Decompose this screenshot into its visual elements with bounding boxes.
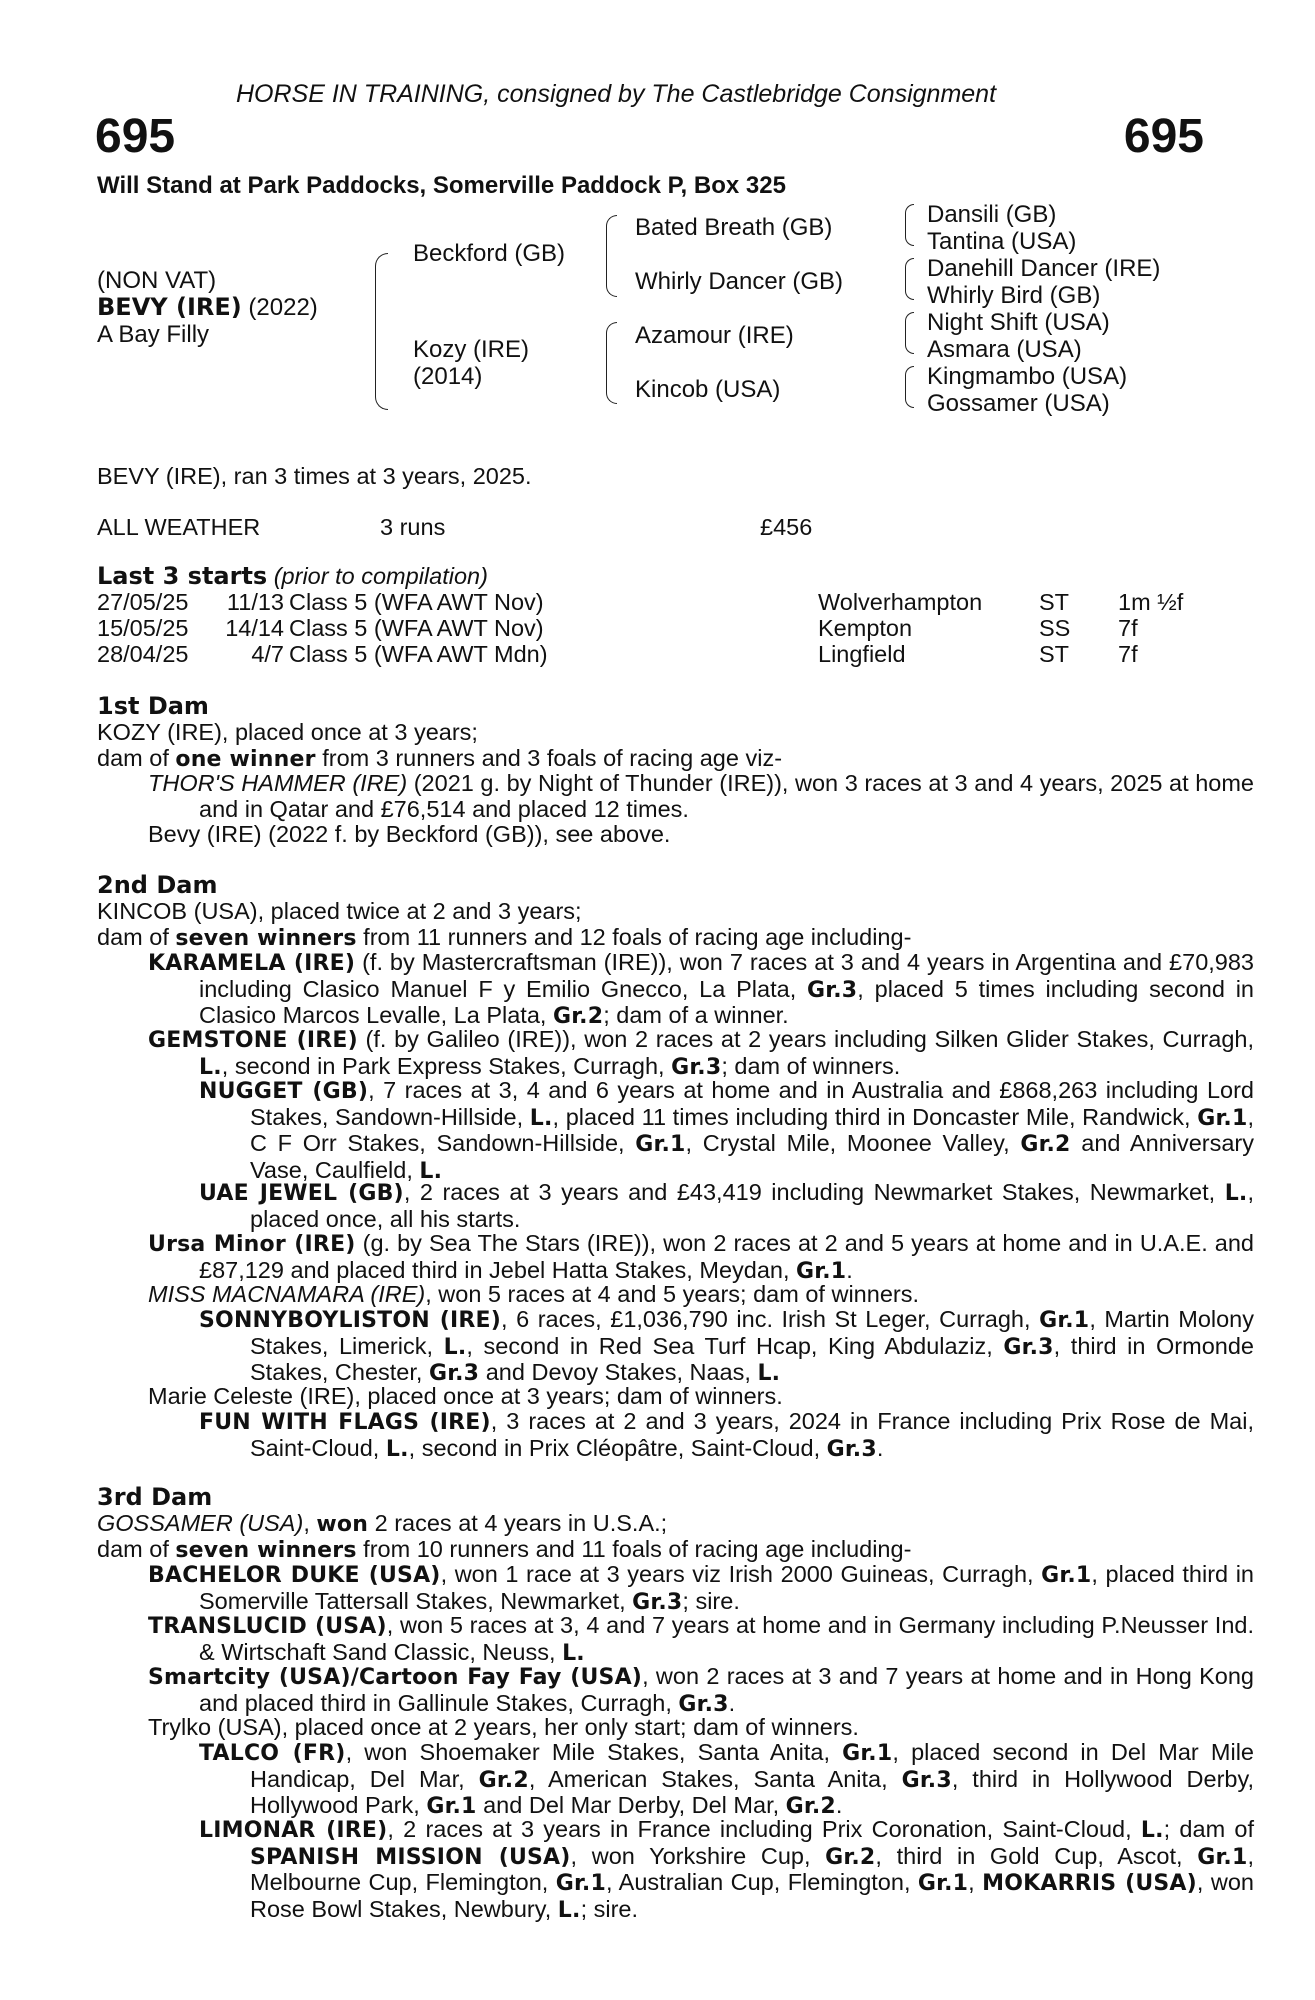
start-position: 14/14 (225, 615, 284, 641)
start-date: 27/05/25 (97, 589, 189, 615)
gg-sdd: Whirly Bird (GB) (927, 282, 1101, 309)
produce-entry: Smartcity (USA)/Cartoon Fay Fay (USA), won 2 races at 3 and 7 years at home and in Hong Kong and placed third in Gallinule Stakes, Curragh, Gr.3. (148, 1663, 1255, 1717)
lot-number-right: 695 (1123, 110, 1204, 163)
dam-dam: Kincob (USA) (635, 376, 781, 403)
last-starts-heading (97, 564, 488, 590)
first-dam-heading: 1st Dam (97, 692, 209, 720)
table-row (0, 616, 1315, 642)
produce-entry: MISS MACNAMARA (IRE), won 5 races at 4 and 5 years; dam of winners. (148, 1281, 919, 1307)
sire-sire: Bated Breath (GB) (635, 214, 833, 241)
table-row (0, 642, 1315, 668)
start-course: Wolverhampton (818, 589, 983, 615)
produce-entry: LIMONAR (IRE), 2 races at 3 years in France including Prix Coronation, Saint-Cloud, L.; dam of SPANISH MISSION (USA), won Yorkshire Cup, Gr.2, third in Gold Cup, Ascot, Gr.1, Melbourne Cup, Flemington, Gr.1, Australian Cup, Flemington, Gr.1, MOKARRIS (USA), won Rose Bowl Stakes, Newbury, L.; sire. (199, 1816, 1254, 1923)
start-class: Class 5 (WFA AWT Nov) (289, 589, 544, 615)
gg-ssd: Tantina (USA) (927, 228, 1077, 255)
produce-entry: UAE JEWEL (GB), 2 races at 3 years and £43,419 including Newmarket Stakes, Newmarket, L., placed once, all his starts. (199, 1179, 1255, 1232)
last-starts-note: (prior to compilation) (273, 563, 488, 589)
produce-entry: SONNYBOYLISTON (IRE), 6 races, £1,036,790 inc. Irish St Leger, Curragh, Gr.1, Martin Molony Stakes, Limerick, L., second in Red Sea Turf Hcap, King Abdulaziz, Gr.3, third in Ormonde Stakes, Chester, Gr.3 and Devoy Stakes, Naas, L. (199, 1306, 1254, 1387)
sire-dam: Whirly Dancer (GB) (635, 268, 844, 295)
table-row (0, 590, 1315, 616)
consignment-header: HORSE IN TRAINING, consigned by The Castlebridge Consignment (236, 80, 997, 108)
sire-name: Beckford (GB) (413, 240, 566, 267)
start-course: Kempton (818, 615, 913, 641)
produce-entry: TRANSLUCID (USA), won 5 races at 3, 4 and 7 years at home and in Germany including P.Neusser Ind. & Wirtschaft Sand Classic, Neuss, L. (148, 1612, 1254, 1666)
third-dam-produce-line: dam of seven winners from 10 runners and 11 foals of racing age including- (97, 1536, 912, 1563)
produce-entry: Ursa Minor (IRE) (g. by Sea The Stars (IRE)), won 2 races at 2 and 5 years at home and in U.A.E. and £87,129 and placed third in Jebel Hatta Stakes, Meydan, Gr.1. (148, 1230, 1254, 1284)
gg-dsd: Asmara (USA) (927, 336, 1082, 363)
produce-entry: GEMSTONE (IRE) (f. by Galileo (IRE)), won 2 races at 2 years including Silken Glider Stakes, Curragh, L., second in Park Express Stakes, Curragh, Gr.3; dam of winners. (148, 1026, 1254, 1080)
surface-earnings: £456 (760, 514, 813, 540)
vat-status: (NON VAT) (97, 267, 217, 294)
start-going: ST (1039, 641, 1070, 667)
produce-entry: NUGGET (GB), 7 races at 3, 4 and 6 years at home and in Australia and £868,263 including Lord Stakes, Sandown-Hillside, L., placed 11 times including third in Doncaster Mile, Randwick, Gr.1, C F Orr Stakes, Sandown-Hillside, Gr.1, Crystal Mile, Moonee Valley, Gr.2 and Anniversary Vase, Caulfield, L. (199, 1077, 1254, 1184)
first-dam-produce-line: dam of one winner from 3 runners and 3 foals of racing age viz- (97, 745, 783, 772)
lot-number-left: 695 (95, 110, 176, 163)
gg-sds: Danehill Dancer (IRE) (927, 255, 1161, 282)
start-class: Class 5 (WFA AWT Nov) (289, 615, 544, 641)
start-date: 28/04/25 (97, 641, 189, 667)
gg-ddd: Gossamer (USA) (927, 390, 1110, 417)
third-dam-line: GOSSAMER (USA), won 2 races at 4 years in U.S.A.; (97, 1510, 668, 1537)
surface-runs: 3 runs (380, 514, 446, 540)
produce-entry: FUN WITH FLAGS (IRE), 3 races at 2 and 3 years, 2024 in France including Prix Rose de Mai, Saint-Cloud, L., second in Prix Cléopâtre, Saint-Cloud, Gr.3. (199, 1408, 1254, 1462)
brace-dd (905, 366, 914, 408)
horse-heading (97, 294, 318, 321)
dam-name: Kozy (IRE) (413, 336, 530, 363)
produce-entry: KARAMELA (IRE) (f. by Mastercraftsman (IRE)), won 7 races at 3 and 4 years in Argentina and £70,983 including Clasico Manuel F y Emilio Gnecco, La Plata, Gr.3, placed 5 times including second in Clasico Marcos Levalle, La Plata, Gr.2; dam of a winner. (148, 949, 1255, 1030)
last-starts-title: Last 3 starts (97, 562, 268, 590)
start-position: 11/13 (226, 589, 284, 615)
horse-description: A Bay Filly (97, 321, 210, 348)
gg-dss: Night Shift (USA) (927, 309, 1110, 336)
start-date: 15/05/25 (97, 615, 189, 641)
dam-sire: Azamour (IRE) (635, 322, 794, 349)
start-position: 4/7 (251, 641, 284, 667)
produce-entry: Bevy (IRE) (2022 f. by Beckford (GB)), see above. (148, 821, 671, 847)
start-distance: 7f (1118, 615, 1138, 641)
dam-year: (2014) (413, 363, 483, 390)
second-dam-produce-line: dam of seven winners from 11 runners and 12 foals of racing age including- (97, 924, 912, 951)
produce-entry: BACHELOR DUKE (USA), won 1 race at 3 years viz Irish 2000 Guineas, Curragh, Gr.1, placed third in Somerville Tattersall Stakes, Newmarket, Gr.3; sire. (148, 1561, 1254, 1615)
sire-brace (606, 215, 617, 297)
start-course: Lingfield (818, 641, 906, 667)
surface-name: ALL WEATHER (97, 514, 261, 540)
brace-ss (905, 204, 914, 246)
produce-entry: Trylko (USA), placed once at 2 years, her only start; dam of winners. (148, 1714, 859, 1740)
start-distance: 1m ½f (1118, 589, 1184, 615)
gg-dds: Kingmambo (USA) (927, 363, 1128, 390)
start-class: Class 5 (WFA AWT Mdn) (289, 641, 548, 667)
first-dam-line: KOZY (IRE), placed once at 3 years; (97, 719, 478, 745)
produce-entry: TALCO (FR), won Shoemaker Mile Stakes, Santa Anita, Gr.1, placed second in Del Mar Mile Handicap, Del Mar, Gr.2, American Stakes, Santa Anita, Gr.3, third in Hollywood Derby, Hollywood Park, Gr.1 and Del Mar Derby, Del Mar, Gr.2. (199, 1739, 1254, 1820)
start-going: ST (1039, 589, 1070, 615)
second-dam-line: KINCOB (USA), placed twice at 2 and 3 years; (97, 898, 582, 924)
third-dam-heading: 3rd Dam (97, 1483, 213, 1511)
produce-entry: Marie Celeste (IRE), placed once at 3 years; dam of winners. (148, 1383, 783, 1409)
gg-sss: Dansili (GB) (927, 201, 1057, 228)
brace-ds (905, 312, 914, 354)
second-dam-heading: 2nd Dam (97, 871, 218, 899)
horse-name: BEVY (IRE) (97, 293, 242, 321)
brace-sd (905, 258, 914, 300)
produce-entry: THOR'S HAMMER (IRE) (2021 g. by Night of Thunder (IRE)), won 3 races at 3 and 4 years, 2025 at home and in Qatar and £76,514 and placed 12 times. (148, 770, 1254, 822)
dam-brace (606, 322, 617, 404)
start-distance: 7f (1118, 641, 1138, 667)
horse-year: (2022) (248, 294, 318, 321)
pedigree-brace (375, 253, 388, 410)
race-summary: BEVY (IRE), ran 3 times at 3 years, 2025. (97, 463, 532, 489)
stand-location: Will Stand at Park Paddocks, Somerville Paddock P, Box 325 (97, 172, 786, 199)
start-going: SS (1039, 615, 1071, 641)
